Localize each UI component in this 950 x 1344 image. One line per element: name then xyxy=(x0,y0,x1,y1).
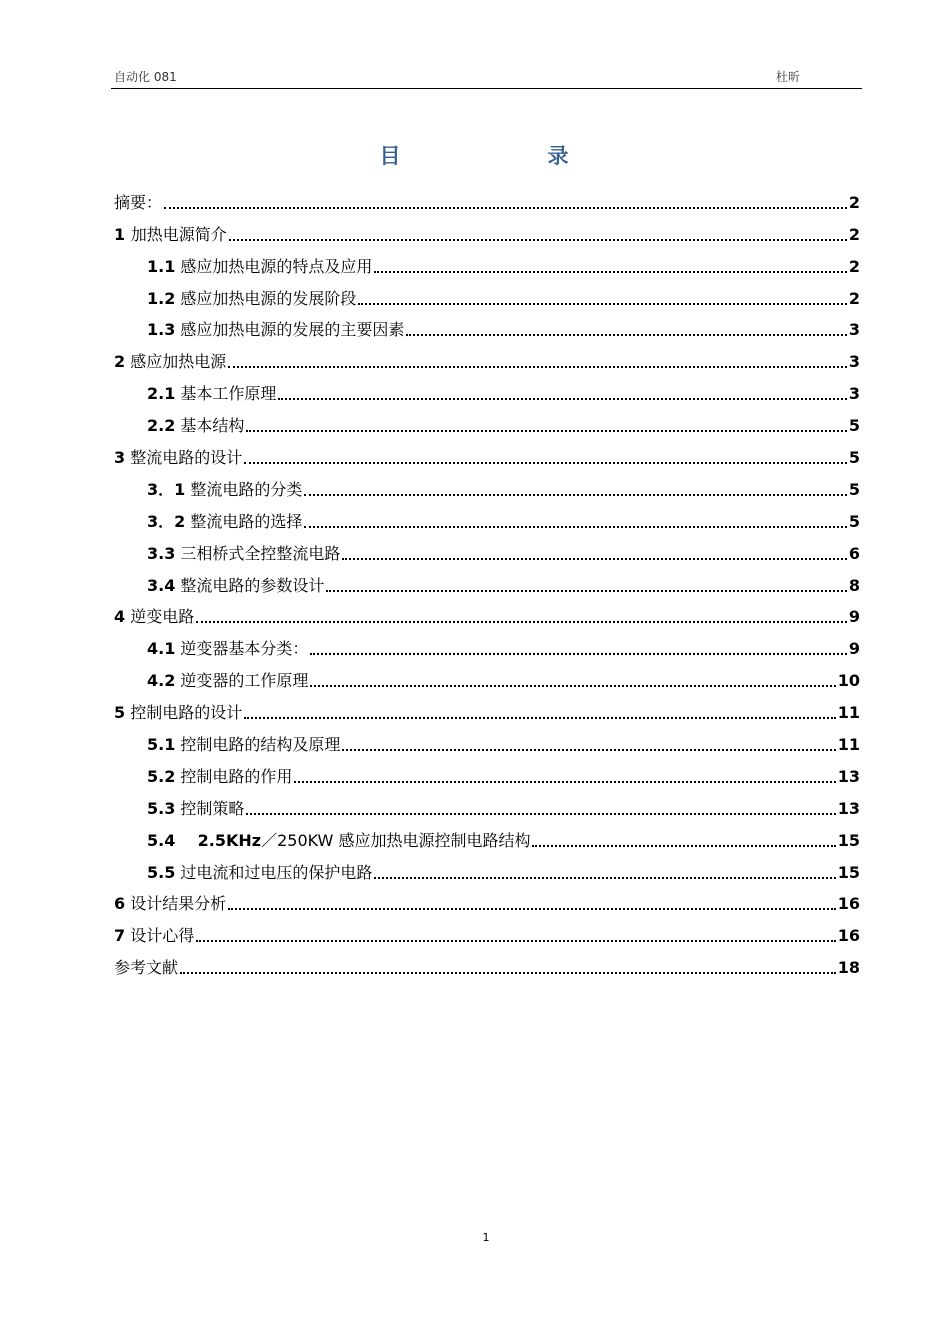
toc-entry-5-5[interactable]: 5.5 过电流和过电压的保护电路 15 xyxy=(147,862,860,882)
toc-page-number: 5 xyxy=(848,416,860,436)
toc-entry-4-1[interactable]: 4.1 逆变器基本分类： 9 xyxy=(147,639,860,659)
dot-leader xyxy=(246,430,846,432)
toc-page-number: 9 xyxy=(848,607,860,627)
toc-entry-5[interactable]: 5 控制电路的设计 11 xyxy=(114,703,860,723)
dot-leader xyxy=(358,303,846,305)
dot-leader xyxy=(342,558,846,560)
toc-entry-3-2[interactable]: 3．2 整流电路的选择 5 xyxy=(147,511,860,531)
toc-entry-3-1[interactable]: 3．1 整流电路的分类 5 xyxy=(147,479,860,499)
toc-entry-3-3[interactable]: 3.3 三相桥式全控整流电路 6 xyxy=(147,543,860,563)
dot-leader xyxy=(294,781,835,783)
dot-leader xyxy=(304,494,846,496)
dot-leader xyxy=(228,908,836,910)
toc-entry-5-1[interactable]: 5.1 控制电路的结构及原理 11 xyxy=(147,735,860,755)
toc-page-number: 16 xyxy=(837,894,860,914)
toc-page-number: 15 xyxy=(837,830,860,850)
toc-page-number: 11 xyxy=(837,703,860,723)
dot-leader xyxy=(228,366,847,368)
dot-leader xyxy=(244,717,836,719)
toc-entry-1-3[interactable]: 1.3 感应加热电源的发展的主要因素 3 xyxy=(147,320,860,340)
dot-leader xyxy=(180,972,836,974)
toc-entry-4-2[interactable]: 4.2 逆变器的工作原理 10 xyxy=(147,671,860,691)
toc-page-number: 15 xyxy=(837,862,860,882)
toc-entry-1[interactable]: 1 加热电源简介 2 xyxy=(114,224,860,244)
toc-entry-2[interactable]: 2 感应加热电源 3 xyxy=(114,352,860,372)
toc-page-number: 2 xyxy=(848,224,860,244)
header-class-label: 自动化 081 xyxy=(114,70,177,84)
toc-entry-4[interactable]: 4 逆变电路 9 xyxy=(114,607,860,627)
toc-entry-abstract[interactable]: 摘要： 2 xyxy=(114,192,860,212)
toc-entry-2-2[interactable]: 2.2 基本结构 5 xyxy=(147,416,860,436)
toc-page-number: 5 xyxy=(848,511,860,531)
table-of-contents xyxy=(114,181,860,978)
toc-page-number: 8 xyxy=(848,575,860,595)
toc-entry-1-1[interactable]: 1.1 感应加热电源的特点及应用 2 xyxy=(147,256,860,276)
toc-entry-6[interactable]: 6 设计结果分析 16 xyxy=(114,894,860,914)
dot-leader xyxy=(246,813,835,815)
dot-leader xyxy=(304,526,846,528)
toc-page-number: 3 xyxy=(848,352,860,372)
dot-leader xyxy=(326,590,846,592)
toc-entry-3[interactable]: 3 整流电路的设计 5 xyxy=(114,448,860,468)
toc-entry-7[interactable]: 7 设计心得 16 xyxy=(114,926,860,946)
dot-leader xyxy=(310,653,846,655)
toc-page-number: 5 xyxy=(848,479,860,499)
dot-leader xyxy=(310,685,835,687)
toc-page-number: 2 xyxy=(848,192,860,212)
toc-title-right: 录 xyxy=(547,144,571,168)
dot-leader xyxy=(229,239,847,241)
page-header xyxy=(111,66,862,89)
toc-page-number: 6 xyxy=(848,543,860,563)
toc-page-number: 18 xyxy=(837,958,860,978)
toc-page-number: 13 xyxy=(837,798,860,818)
dot-leader xyxy=(374,271,846,273)
page-number: 1 xyxy=(482,1231,490,1244)
dot-leader xyxy=(342,749,835,751)
toc-entry-2-1[interactable]: 2.1 基本工作原理 3 xyxy=(147,384,860,404)
toc-entry-references[interactable]: 参考文献 18 xyxy=(114,958,860,978)
toc-page-number: 5 xyxy=(848,448,860,468)
toc-page-number: 3 xyxy=(848,384,860,404)
toc-page-number: 9 xyxy=(848,639,860,659)
dot-leader xyxy=(374,877,835,879)
toc-entry-5-2[interactable]: 5.2 控制电路的作用 13 xyxy=(147,766,860,786)
dot-leader xyxy=(406,334,846,336)
toc-page-number: 2 xyxy=(848,256,860,276)
dot-leader xyxy=(196,940,836,942)
header-author: 杜昕 xyxy=(775,70,800,84)
dot-leader xyxy=(196,621,847,623)
toc-page-number: 16 xyxy=(837,926,860,946)
toc-page-number: 3 xyxy=(848,320,860,340)
toc-page-number: 2 xyxy=(848,288,860,308)
dot-leader xyxy=(278,398,846,400)
toc-entry-5-3[interactable]: 5.3 控制策略 13 xyxy=(147,798,860,818)
dot-leader xyxy=(532,845,835,847)
toc-title-left: 目 xyxy=(379,144,403,168)
dot-leader xyxy=(164,207,847,209)
toc-entry-3-4[interactable]: 3.4 整流电路的参数设计 8 xyxy=(147,575,860,595)
toc-page-number: 10 xyxy=(837,671,860,691)
toc-page-number: 13 xyxy=(837,766,860,786)
toc-title xyxy=(0,140,950,170)
toc-page-number: 11 xyxy=(837,735,860,755)
dot-leader xyxy=(244,462,847,464)
toc-entry-1-2[interactable]: 1.2 感应加热电源的发展阶段 2 xyxy=(147,288,860,308)
toc-entry-5-4[interactable]: 5.4 2.5KHz／250KW 感应加热电源控制电路结构 15 xyxy=(147,830,860,850)
